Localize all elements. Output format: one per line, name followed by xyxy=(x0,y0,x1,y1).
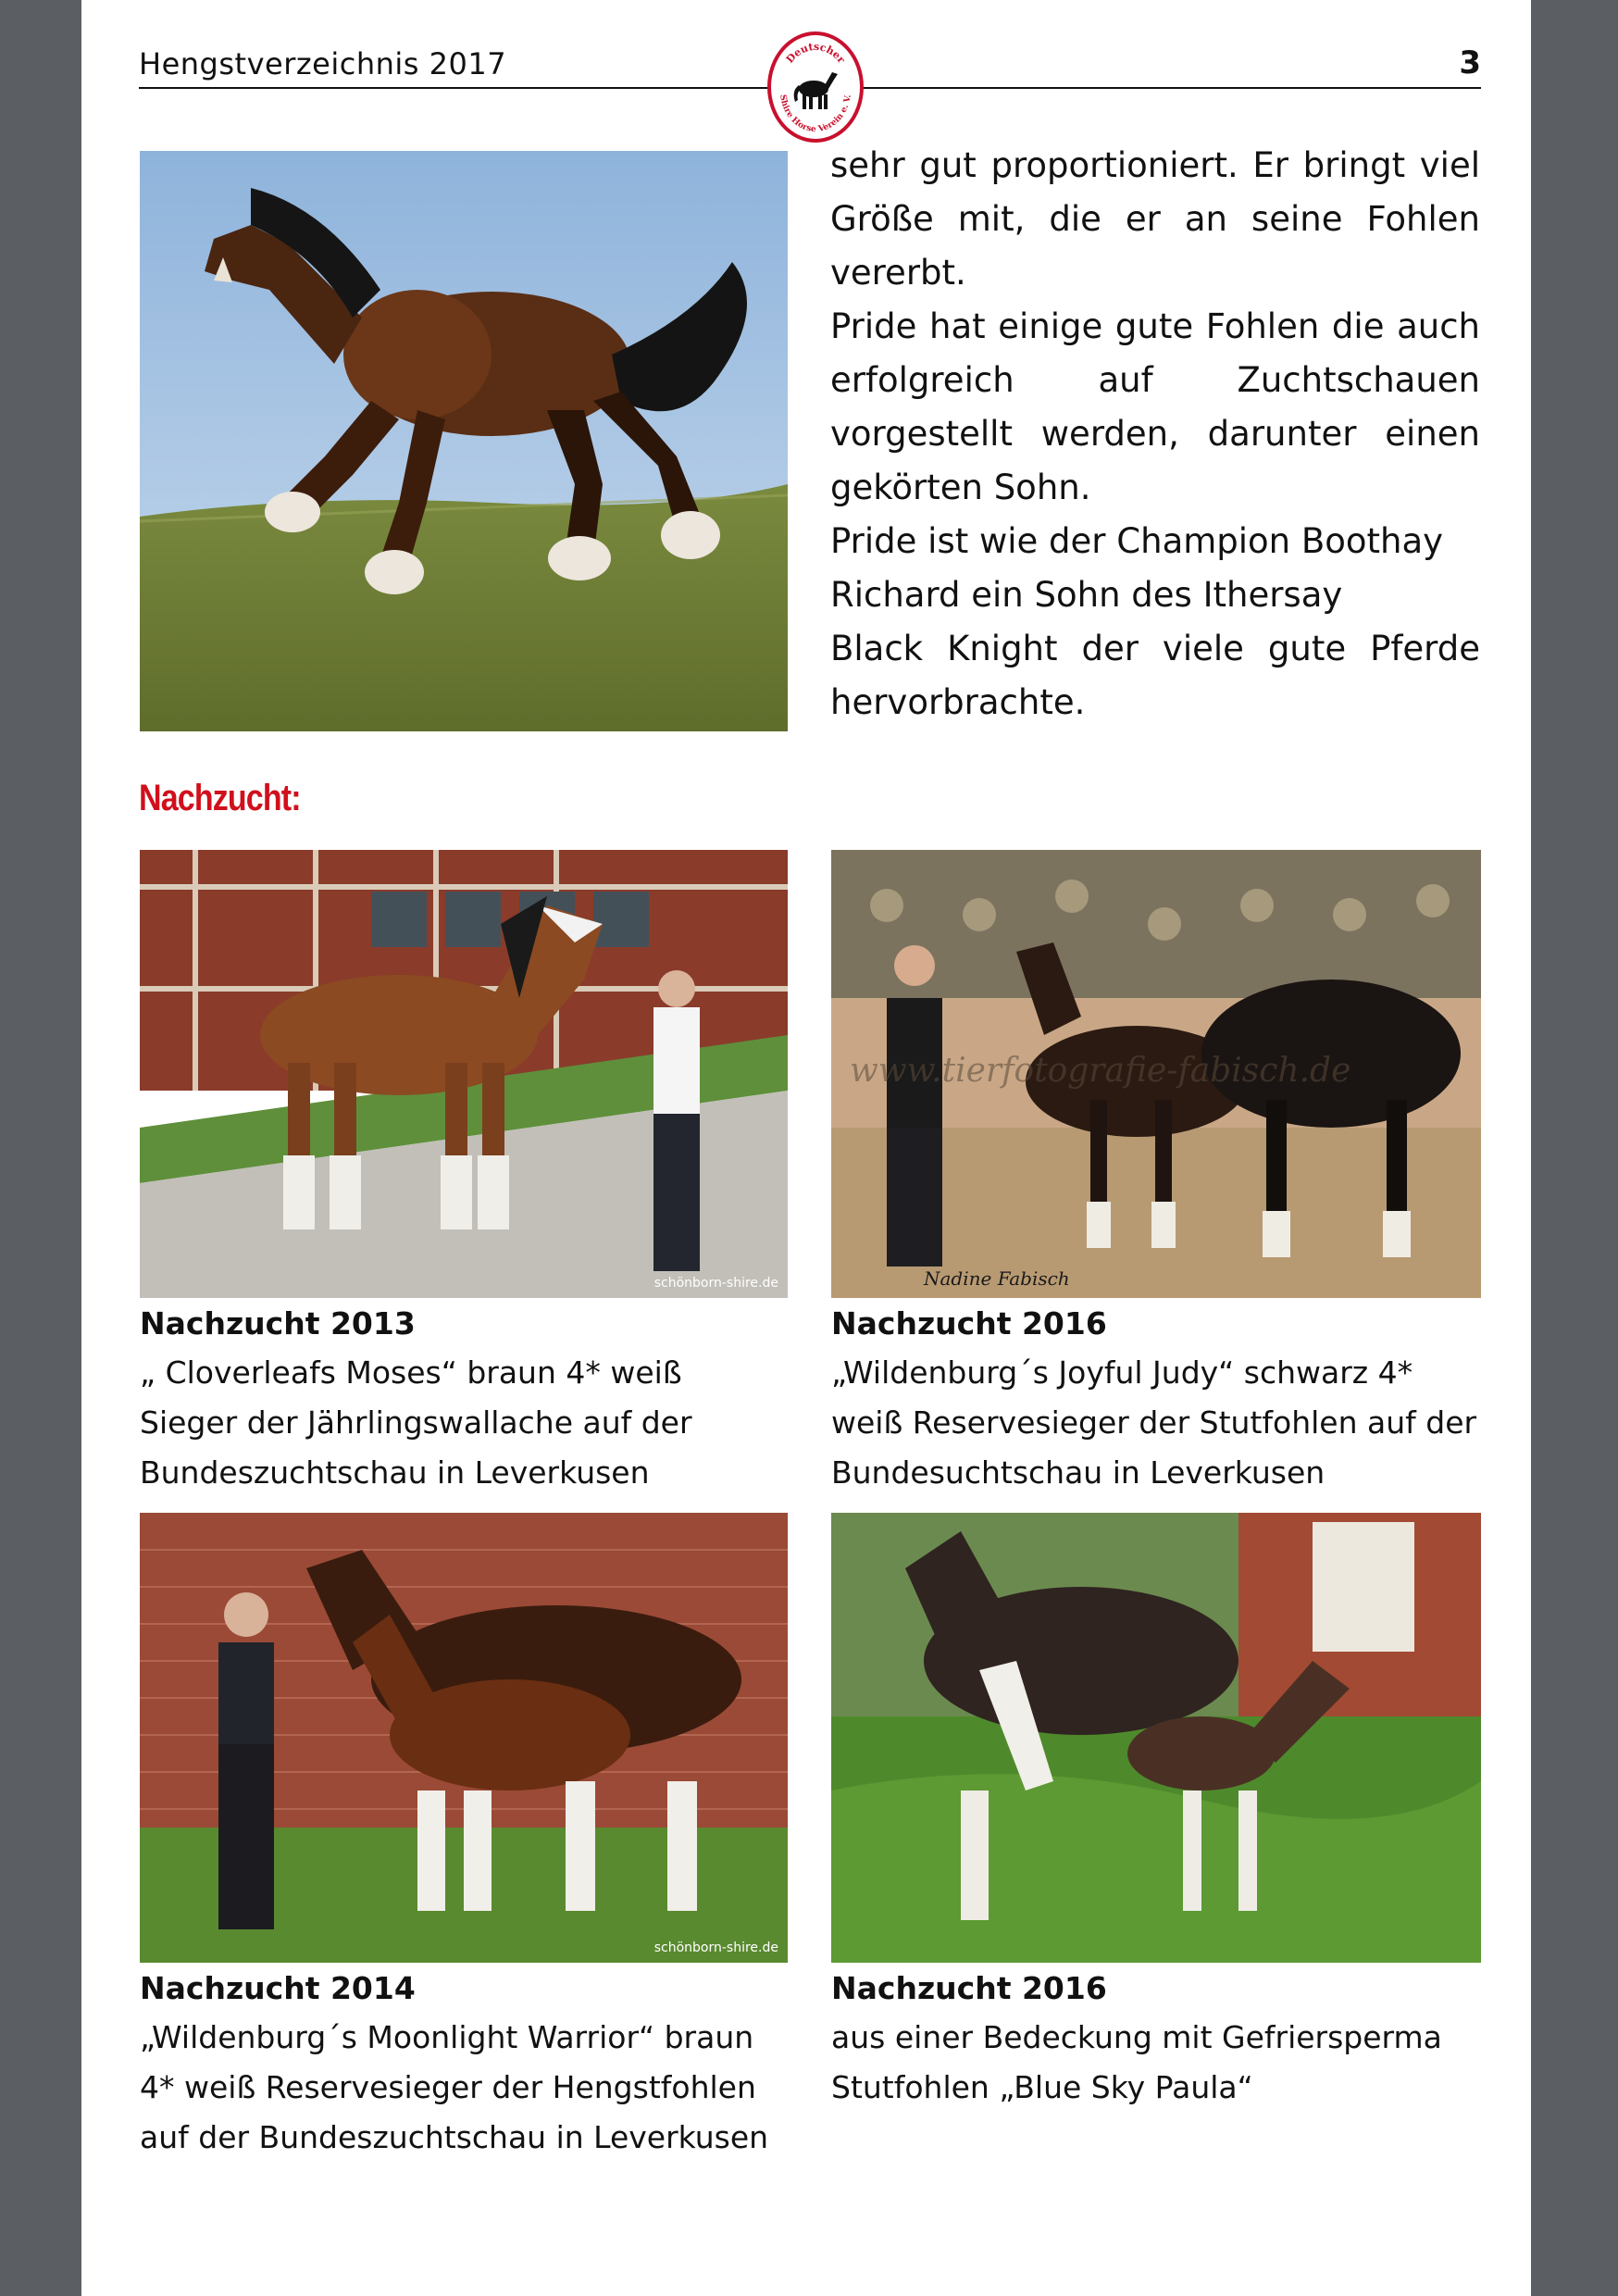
photo-watermark: schönborn-shire.de xyxy=(653,1940,778,1955)
caption-title: Nachzucht 2014 xyxy=(140,1970,416,2006)
body-paragraph: sehr gut proportioniert. Er bringt viel Größe mit, die er an seine Fohlen vererbt. xyxy=(830,145,1480,293)
page-number: 3 xyxy=(1459,44,1481,81)
caption-text: „Wildenburg´s Moonlight Warrior“ braun 4* weiß Reservesieger der Hengstfohlen auf der Bundeszuchtschau in Leverkusen xyxy=(140,2019,769,2155)
body-paragraph: Pride ist wie der Champion Boothay Richard ein Sohn des Ithersay xyxy=(830,521,1444,615)
club-logo xyxy=(767,31,864,143)
caption-2013 xyxy=(140,1305,788,1498)
caption-2014 xyxy=(140,1970,788,2163)
body-text xyxy=(830,139,1480,730)
caption-2016-joyful-judy xyxy=(831,1305,1479,1498)
caption-title: Nachzucht 2013 xyxy=(140,1305,416,1341)
body-paragraph: Black Knight der viele gute Pferde hervorbrachte. xyxy=(830,629,1480,722)
svg-text:Deutscher: Deutscher xyxy=(783,40,848,66)
svg-text:Shire Horse Verein e. V.: Shire Horse Verein e. V. xyxy=(778,94,853,135)
caption-title: Nachzucht 2016 xyxy=(831,1970,1107,2006)
offspring-photo-2016-blue-sky-paula xyxy=(831,1513,1481,1963)
caption-text: „ Cloverleafs Moses“ braun 4* weiß Sieger der Jährlingswallache auf der Bundeszuchtschau in Leverkusen xyxy=(140,1354,692,1491)
body-paragraph: Pride hat einige gute Fohlen die auch erfolgreich auf Zuchtschauen vorgestellt werden, darunter einen gekörten Sohn. xyxy=(830,306,1480,507)
caption-text: aus einer Bedeckung mit Gefriersperma Stutfohlen „Blue Sky Paula“ xyxy=(831,2019,1442,2105)
left-margin-band xyxy=(0,0,81,2296)
caption-2016-blue-sky-paula xyxy=(831,1970,1479,2113)
caption-text: „Wildenburg´s Joyful Judy“ schwarz 4* weiß Reservesieger der Stutfohlen auf der Bundesuchtschau in Leverkusen xyxy=(831,1354,1477,1491)
photographer-signature: Nadine Fabisch xyxy=(924,1267,1070,1290)
offspring-photo-2014 xyxy=(140,1513,788,1963)
offspring-photo-2016-joyful-judy xyxy=(831,850,1481,1298)
stallion-photo-running xyxy=(140,151,788,731)
header-title: Hengstverzeichnis 2017 xyxy=(139,46,507,81)
caption-title: Nachzucht 2016 xyxy=(831,1305,1107,1341)
offspring-photo-2013 xyxy=(140,850,788,1298)
photo-watermark: www.tierfotografie-fabisch.de xyxy=(850,1052,1351,1090)
right-margin-band xyxy=(1531,0,1618,2296)
photo-watermark: schönborn-shire.de xyxy=(653,1276,778,1291)
section-heading-nachzucht: Nachzucht: xyxy=(139,778,301,818)
